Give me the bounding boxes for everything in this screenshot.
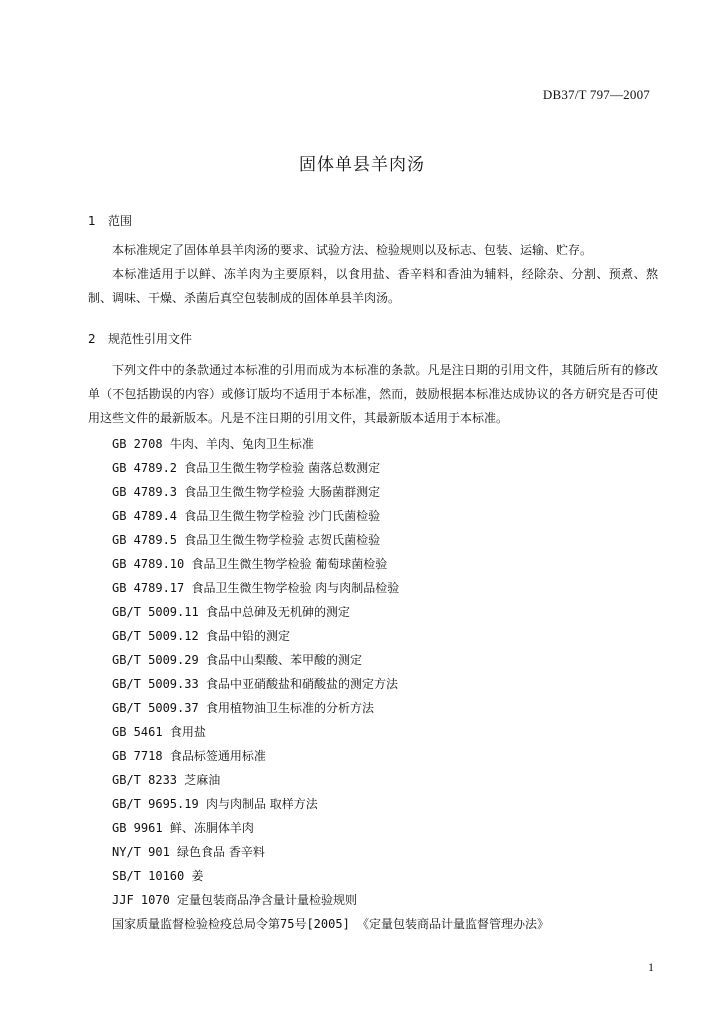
reference-code: SB/T 10160 [112, 869, 185, 883]
reference-code: GB 2708 [112, 437, 163, 451]
reference-code: GB/T 5009.33 [112, 677, 199, 691]
reference-title: 肉与肉制品 取样方法 [205, 797, 318, 811]
reference-item [112, 552, 549, 576]
section-1-title: 范围 [108, 214, 133, 228]
reference-item [112, 840, 549, 864]
reference-title: 食品卫生微生物学检验 葡萄球菌检验 [191, 557, 388, 571]
section-2-title: 规范性引用文件 [108, 332, 193, 346]
reference-item [112, 696, 549, 720]
reference-item [112, 864, 549, 888]
reference-item [112, 888, 549, 912]
reference-item [112, 576, 549, 600]
reference-title: 姜 [191, 869, 204, 883]
reference-item [112, 648, 549, 672]
reference-item [112, 816, 549, 840]
reference-title: 芝麻油 [184, 773, 221, 787]
reference-code: 国家质量监督检验检疫总局令第75号[2005] [112, 917, 350, 931]
reference-item [112, 504, 549, 528]
reference-code: GB 9961 [112, 821, 163, 835]
reference-title: 《定量包装商品计量监督管理办法》 [357, 917, 550, 931]
reference-title: 食品卫生微生物学检验 肉与肉制品检验 [191, 581, 400, 595]
reference-code: GB 4789.2 [112, 461, 178, 475]
reference-title: 食品卫生微生物学检验 志贺氏菌检验 [184, 533, 381, 547]
section-1-heading [88, 212, 132, 229]
reference-title: 食品卫生微生物学检验 菌落总数测定 [184, 461, 381, 475]
reference-code: GB/T 8233 [112, 773, 178, 787]
section-1-number: 1 [88, 214, 96, 228]
reference-code: GB 5461 [112, 725, 163, 739]
reference-item [112, 456, 549, 480]
reference-title: 食品中亚硝酸盐和硝酸盐的测定方法 [205, 677, 398, 691]
reference-code: GB 4789.5 [112, 533, 178, 547]
section-2-heading [88, 330, 192, 347]
reference-list [112, 432, 549, 936]
reference-code: GB/T 5009.11 [112, 605, 199, 619]
reference-title: 绿色食品 香辛料 [177, 845, 265, 859]
scope-paragraph-2: 本标准适用于以鲜、冻羊肉为主要原料，以食用盐、香辛料和香油为辅料，经除杂、分割、预煮、熬制、调味、干燥、杀菌后真空包装制成的固体单县羊肉汤。 [88, 267, 658, 305]
standard-code: DB37/T 797—2007 [542, 87, 650, 102]
reference-title: 食品标签通用标准 [169, 749, 266, 763]
reference-code: NY/T 901 [112, 845, 170, 859]
reference-title: 食品中总砷及无机砷的测定 [205, 605, 350, 619]
reference-code: GB 7718 [112, 749, 163, 763]
reference-code: GB 4789.10 [112, 557, 185, 571]
reference-title: 牛肉、羊肉、兔肉卫生标准 [169, 437, 314, 451]
reference-item [112, 480, 549, 504]
reference-item [112, 720, 549, 744]
reference-item [112, 528, 549, 552]
reference-code: GB/T 9695.19 [112, 797, 199, 811]
reference-code: GB 4789.4 [112, 509, 178, 523]
reference-item [112, 624, 549, 648]
reference-item [112, 600, 549, 624]
reference-code: GB 4789.3 [112, 485, 178, 499]
reference-title: 鲜、冻胴体羊肉 [169, 821, 254, 835]
reference-code: GB/T 5009.37 [112, 701, 199, 715]
reference-title: 食品中铅的测定 [205, 629, 290, 643]
reference-code: JJF 1070 [112, 893, 170, 907]
reference-code: GB 4789.17 [112, 581, 185, 595]
reference-item [112, 768, 549, 792]
reference-item [112, 672, 549, 696]
reference-code: GB/T 5009.12 [112, 629, 199, 643]
page-number: 1 [648, 960, 654, 974]
reference-item [112, 432, 549, 456]
reference-item [112, 744, 549, 768]
document-title: 固体单县羊肉汤 [299, 155, 425, 175]
reference-title: 食品中山梨酸、苯甲酸的测定 [205, 653, 362, 667]
reference-code: GB/T 5009.29 [112, 653, 199, 667]
section-2-number: 2 [88, 332, 96, 346]
scope-paragraph-1: 本标准规定了固体单县羊肉汤的要求、试验方法、检验规则以及标志、包装、运输、贮存。 [112, 243, 593, 257]
reference-title: 食用植物油卫生标准的分析方法 [205, 701, 374, 715]
reference-title: 食品卫生微生物学检验 大肠菌群测定 [184, 485, 381, 499]
reference-item [112, 912, 549, 936]
reference-item [112, 792, 549, 816]
references-intro-paragraph: 下列文件中的条款通过本标准的引用而成为本标准的条款。凡是注日期的引用文件，其随后所有的修改单（不包括勘误的内容）或修订版均不适用于本标准，然而，鼓励根据本标准达成协议的各方研究是否可使用这些文件的最新版本。凡是不注日期的引用文件，其最新版本适用于本标准。 [88, 363, 658, 425]
reference-title: 食品卫生微生物学检验 沙门氏菌检验 [184, 509, 381, 523]
reference-title: 定量包装商品净含量计量检验规则 [177, 893, 358, 907]
reference-title: 食用盐 [169, 725, 206, 739]
